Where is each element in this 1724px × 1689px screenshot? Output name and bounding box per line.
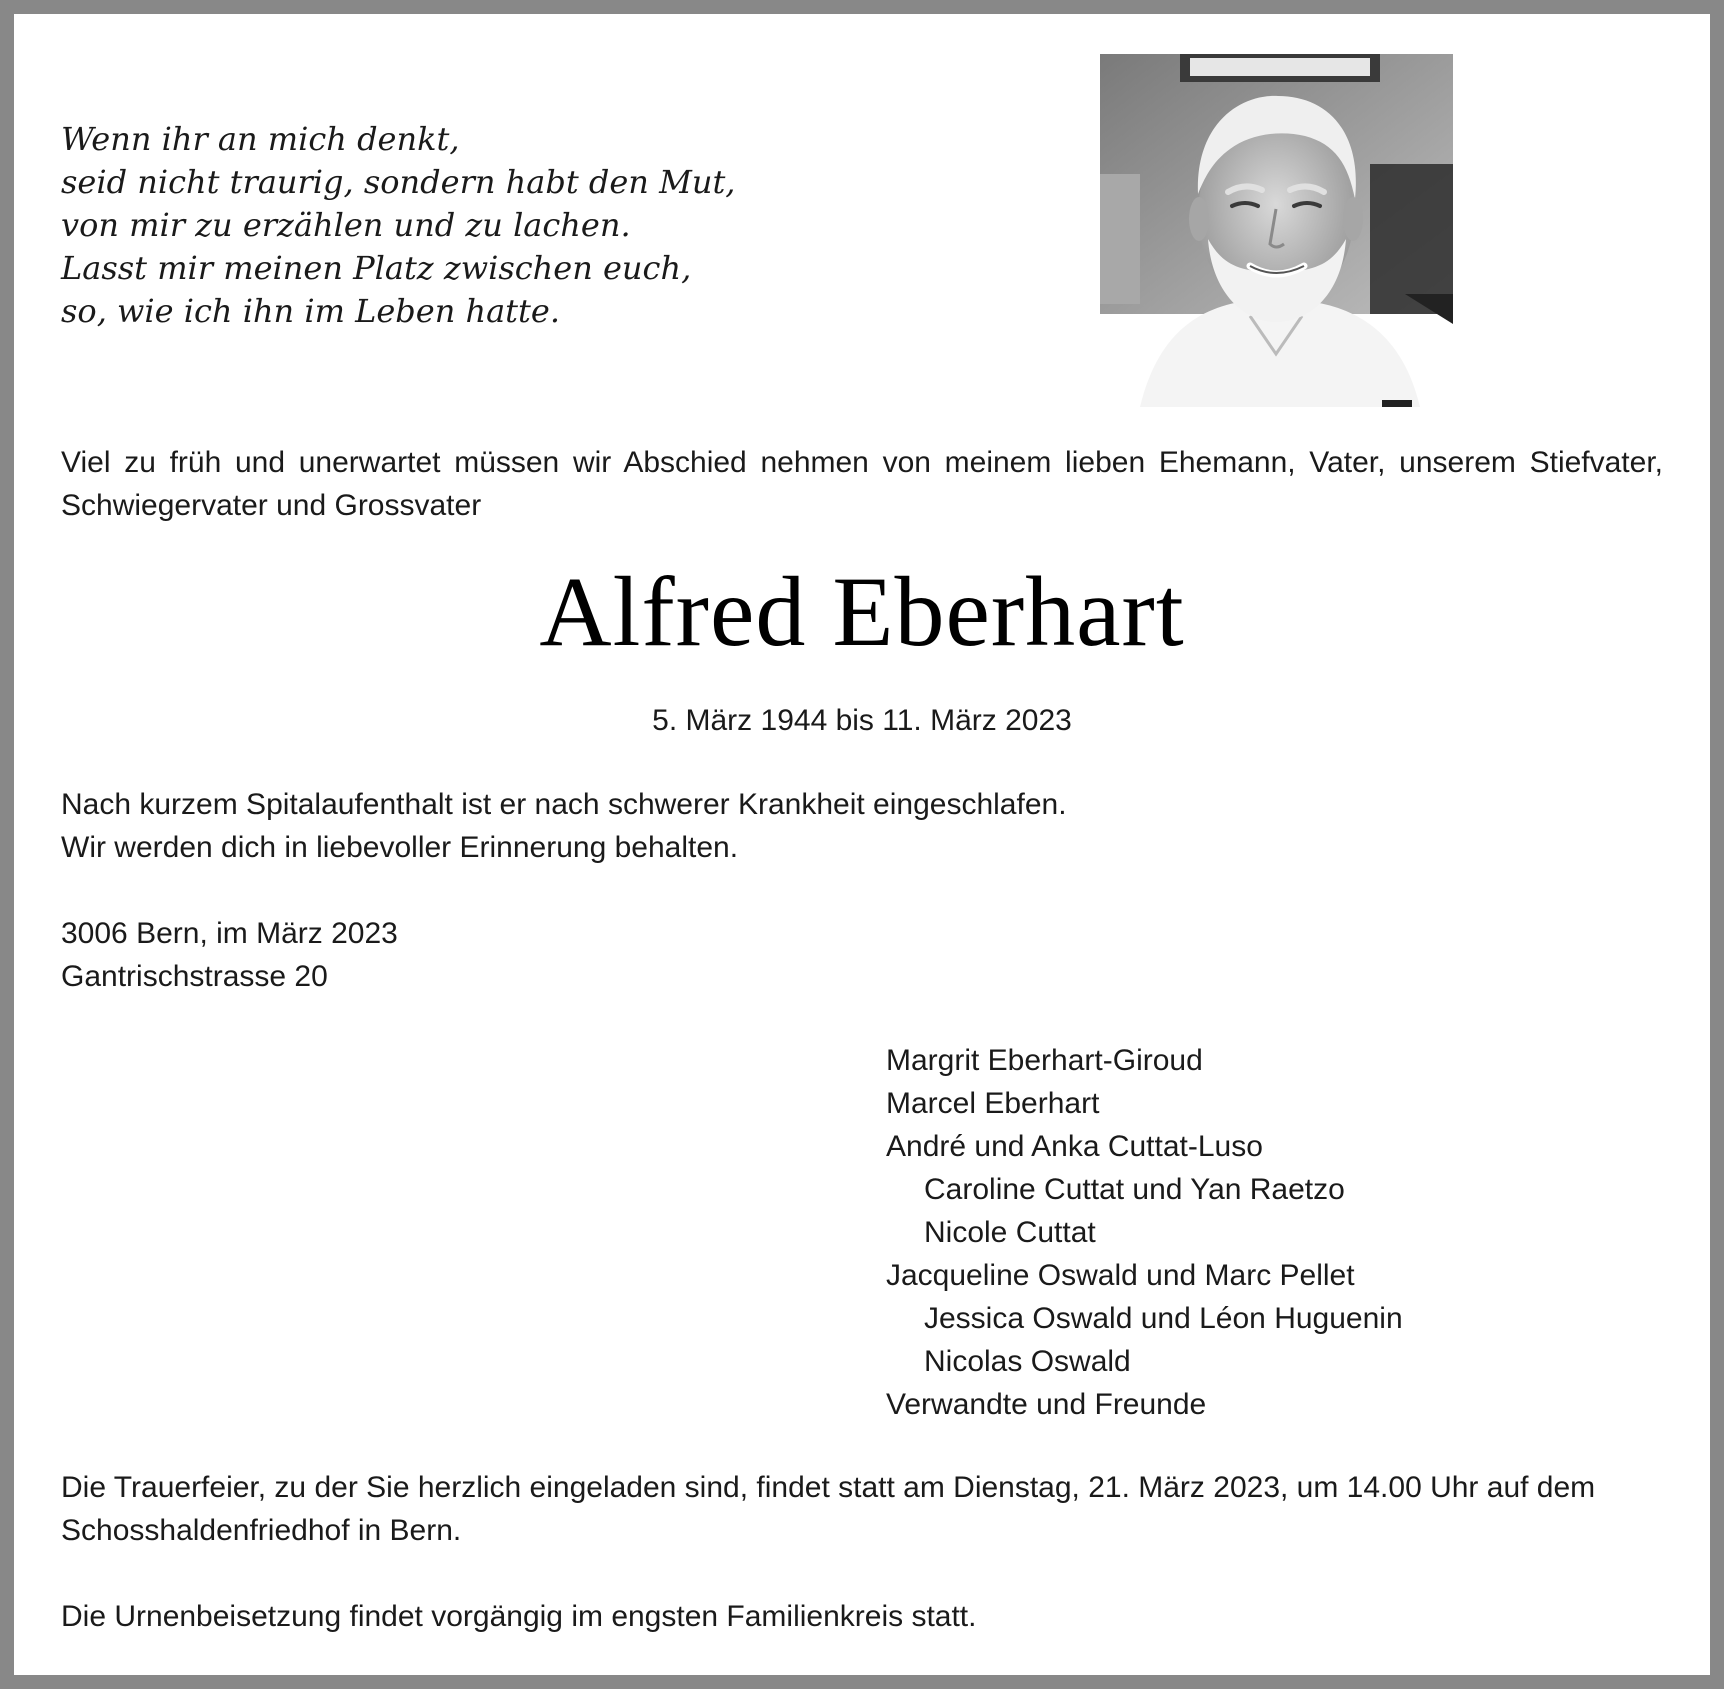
farewell-line: Nach kurzem Spitalaufenthalt ist er nach schwerer Krankheit eingeschlafen. <box>61 788 1067 821</box>
portrait-photo <box>1100 54 1453 407</box>
farewell-line: Wir werden dich in liebevoller Erinnerung behalten. <box>61 831 739 864</box>
mourner-name: Jessica Oswald und Léon Huguenin <box>924 1302 1403 1335</box>
mourners-list <box>886 1039 1686 1426</box>
poem-line: Lasst mir meinen Platz zwischen euch, <box>61 249 692 287</box>
poem <box>61 118 761 333</box>
poem-line: so, wie ich ihn im Leben hatte. <box>61 292 560 330</box>
poem-line: seid nicht traurig, sondern habt den Mut, <box>61 163 736 201</box>
poem-line: Wenn ihr an mich denkt, <box>61 120 460 158</box>
mourner-name: Margrit Eberhart-Giroud <box>886 1044 1203 1077</box>
mourner-name: Caroline Cuttat und Yan Raetzo <box>924 1173 1345 1206</box>
address-block <box>61 912 761 998</box>
deceased-name: Alfred Eberhart <box>539 556 1185 667</box>
poem-line: von mir zu erzählen und zu lachen. <box>61 206 631 244</box>
ceremony-notice: Die Trauerfeier, zu der Sie herzlich eingeladen sind, findet statt am Dienstag, 21. März 2023, um 14.00 Uhr auf dem Schosshaldenfriedhof in Bern. <box>61 1471 1596 1547</box>
obituary-page <box>14 14 1710 1675</box>
mourner-name: André und Anka Cuttat-Luso <box>886 1130 1263 1163</box>
life-dates: 5. März 1944 bis 11. März 2023 <box>652 704 1072 737</box>
street-address: Gantrischstrasse 20 <box>61 960 328 993</box>
mourner-name: Marcel Eberhart <box>886 1087 1100 1120</box>
urn-notice: Die Urnenbeisetzung findet vorgängig im engsten Familienkreis statt. <box>61 1600 977 1633</box>
mourner-name: Verwandte und Freunde <box>886 1388 1207 1421</box>
farewell-text <box>61 783 1361 869</box>
intro-text: Viel zu früh und unerwartet müssen wir Abschied nehmen von meinem lieben Ehemann, Vater, unserem Stiefvater, Schwiegervater und Grossvater <box>61 446 1663 522</box>
place-date: 3006 Bern, im März 2023 <box>61 917 398 950</box>
portrait-illustration <box>1100 54 1453 407</box>
mourner-name: Nicole Cuttat <box>924 1216 1096 1249</box>
mourner-name: Nicolas Oswald <box>924 1345 1131 1378</box>
mourner-name: Jacqueline Oswald und Marc Pellet <box>886 1259 1355 1292</box>
